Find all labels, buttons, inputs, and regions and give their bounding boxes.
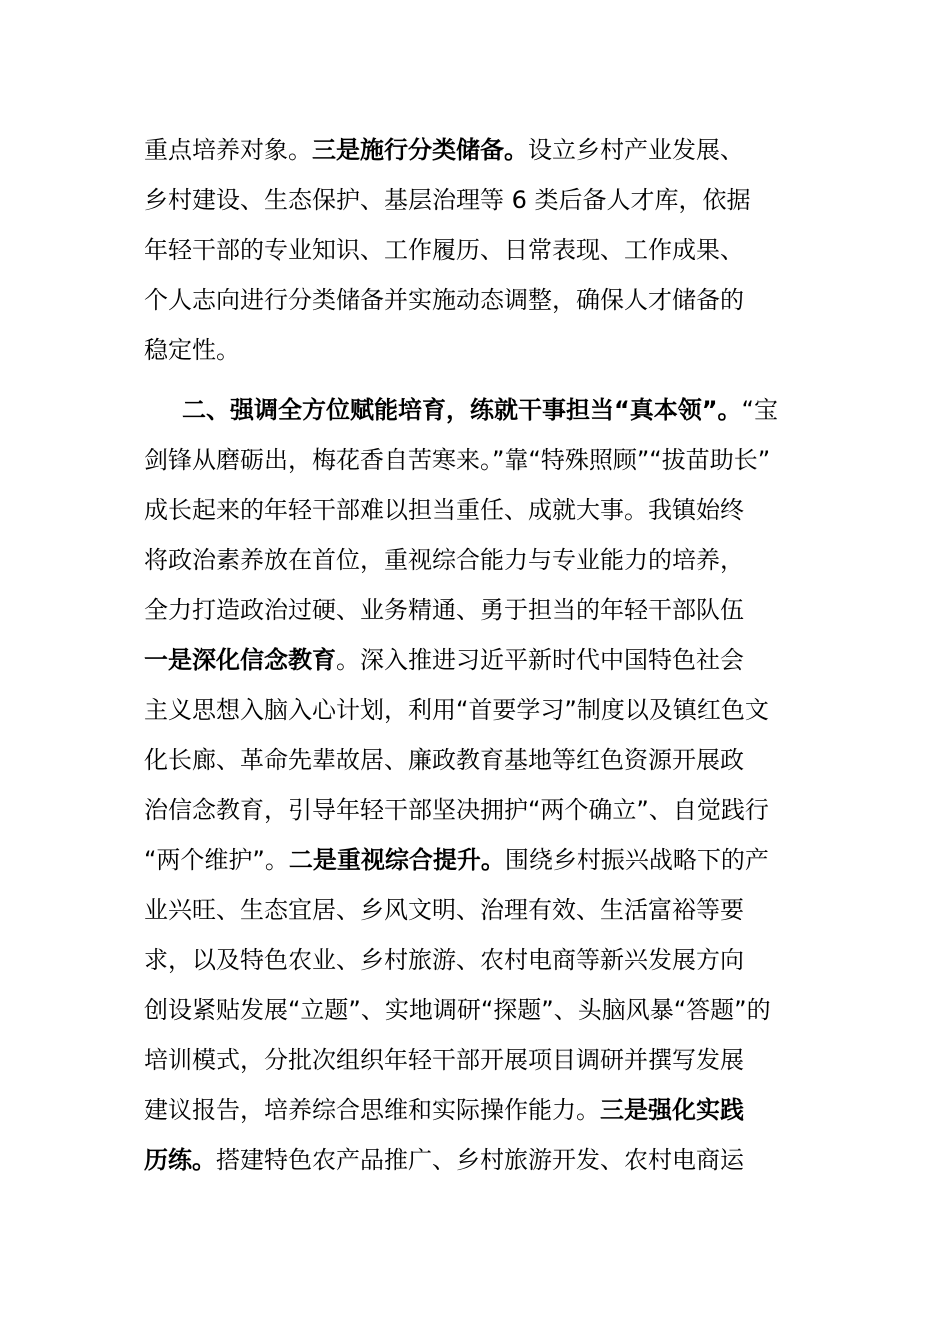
text-run: 剑锋从磨砺出，梅花香自苦寒来。”靠“特殊照顾”“拔苗助长” — [144, 446, 771, 474]
text-run: 求，以及特色农业、乡村旅游、农村电商等新兴发展方向 — [144, 946, 744, 974]
text-run: 年轻干部的专业知识、工作履历、日常表现、工作成果、 — [144, 236, 744, 264]
text-run: 搭建特色农产品推广、乡村旅游开发、农村电商运 — [216, 1146, 744, 1174]
text-line-20 — [144, 1090, 744, 1130]
text-line-19 — [144, 1040, 744, 1080]
text-run: 乡村建设、生态保护、基层治理等 6 类后备人才库，依据 — [144, 186, 751, 214]
text-run: 创设紧贴发展“立题”、实地调研“探题”、头脑风暴“答题”的 — [144, 996, 771, 1024]
text-run: 业兴旺、生态宜居、乡风文明、治理有效、生活富裕等要 — [144, 896, 744, 924]
bold-text-run: 三是强化实践 — [600, 1096, 744, 1124]
text-run: 个人志向进行分类储备并实施动态调整，确保人才储备的 — [144, 286, 744, 314]
text-line-13 — [144, 740, 744, 780]
text-run: 全力打造政治过硬、业务精通、勇于担当的年轻干部队伍 — [144, 596, 744, 624]
text-run: 。深入推进习近平新时代中国特色社会 — [336, 646, 744, 674]
bold-text-run: 一是深化信念教育 — [144, 646, 336, 674]
text-run: 治信念教育，引导年轻干部坚决拥护“两个确立”、自觉践行 — [144, 796, 769, 824]
text-run: 主义思想入脑入心计划，利用“首要学习”制度以及镇红色文 — [144, 696, 769, 724]
text-run: 将政治素养放在首位，重视综合能力与专业能力的培养， — [144, 546, 744, 574]
text-line-5 — [144, 330, 240, 370]
text-run: 围绕乡村振兴战略下的产 — [504, 846, 769, 874]
text-line-12 — [144, 690, 769, 730]
text-line-21 — [144, 1140, 744, 1180]
text-line-16 — [144, 890, 744, 930]
text-line-10 — [144, 590, 744, 630]
bold-text-run: 历练。 — [144, 1146, 216, 1174]
bold-text-run: 二是重视综合提升。 — [288, 846, 505, 874]
text-line-17 — [144, 940, 744, 980]
text-line-4 — [144, 280, 744, 320]
bold-text-run: 三是施行分类储备。 — [312, 136, 528, 164]
text-run: 培训模式，分批次组织年轻干部开展项目调研并撰写发展 — [144, 1046, 744, 1074]
text-line-2 — [144, 180, 751, 220]
text-line-3 — [144, 230, 744, 270]
text-line-15 — [144, 840, 769, 880]
text-run: 成长起来的年轻干部难以担当重任、成就大事。我镇始终 — [144, 496, 744, 524]
text-line-7 — [144, 440, 770, 480]
text-line-18 — [144, 990, 771, 1030]
text-run: 重点培养对象。 — [144, 136, 312, 164]
text-run: “两个维护”。 — [144, 846, 289, 874]
section-heading-line — [182, 390, 778, 430]
text-run: “宝 — [741, 396, 778, 424]
text-run: 稳定性。 — [144, 336, 240, 364]
text-line-1 — [144, 130, 744, 170]
text-run: 设立乡村产业发展、 — [528, 136, 744, 164]
text-line-14 — [144, 790, 769, 830]
text-line-9 — [144, 540, 744, 580]
section-heading: 二、强调全方位赋能培育，练就干事担当“真本领”。 — [182, 396, 742, 424]
text-line-8 — [144, 490, 744, 530]
text-line-11 — [144, 640, 744, 680]
text-run: 建议报告，培养综合思维和实际操作能力。 — [144, 1096, 600, 1124]
text-run: 化长廊、革命先辈故居、廉政教育基地等红色资源开展政 — [144, 746, 744, 774]
